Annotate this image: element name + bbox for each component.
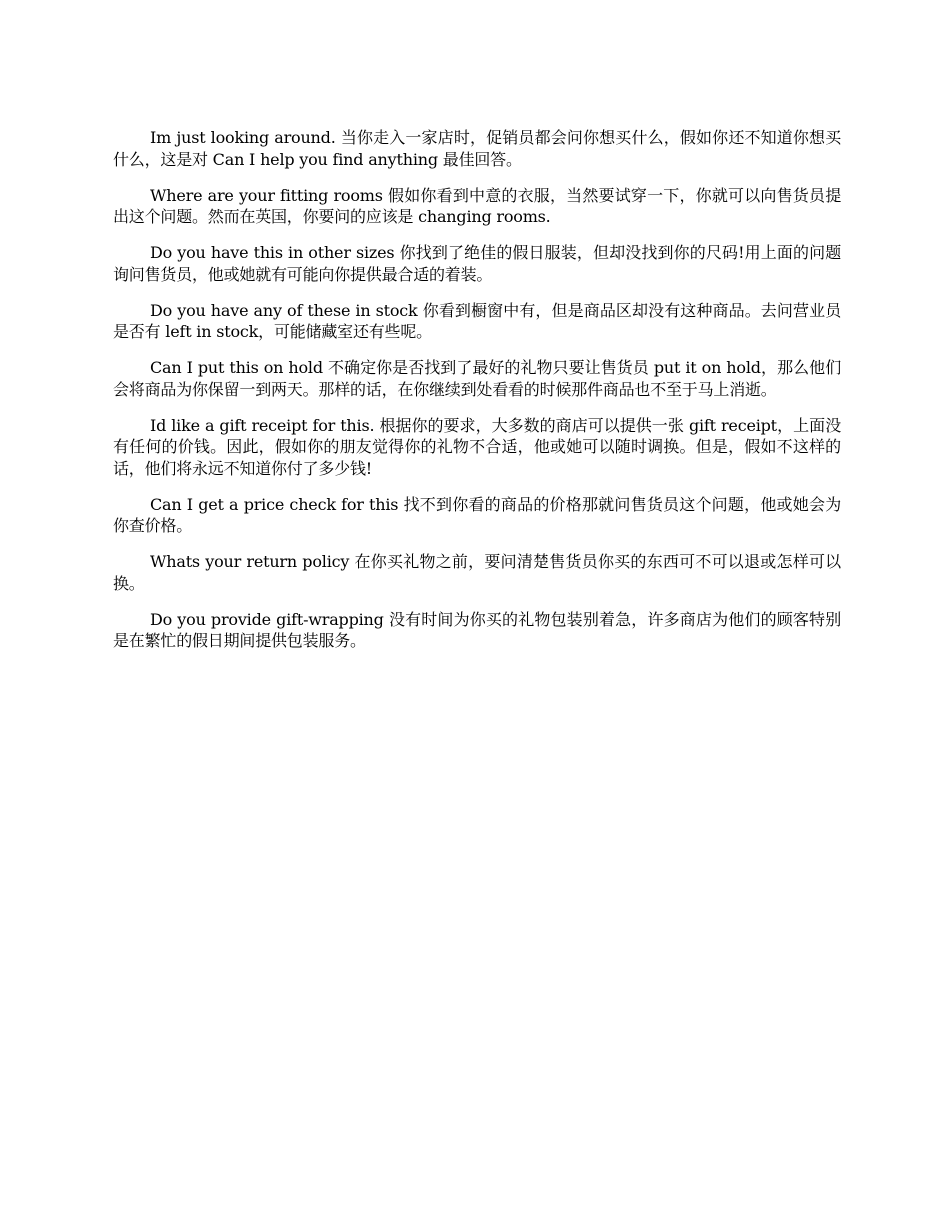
paragraph-gift-wrapping: Do you provide gift-wrapping 没有时间为你买的礼物包装别着急，许多商店为他们的顾客特别是在繁忙的假日期间提供包装服务。 bbox=[113, 609, 841, 650]
paragraph-price-check: Can I get a price check for this 找不到你看的商品的价格那就问售货员这个问题，他或她会为你查价格。 bbox=[113, 494, 841, 535]
paragraph-other-sizes: Do you have this in other sizes 你找到了绝佳的假日服装，但却没找到你的尺码!用上面的问题询问售货员，他或她就有可能向你提供最合适的着装。 bbox=[113, 243, 841, 284]
paragraph-gift-receipt: Id like a gift receipt for this. 根据你的要求，大多数的商店可以提供一张 gift receipt，上面没有任何的价钱。因此，假如你的朋友觉得你的礼物不合适，他或她可以随时调换。但是，假如不这样的话，他们将永远不知道你付了多少钱! bbox=[113, 415, 841, 478]
paragraph-looking-around: Im just looking around. 当你走入一家店时，促销员都会问你想买什么，假如你还不知道你想买什么，这是对 Can I help you find anything 最佳回答。 bbox=[113, 128, 841, 169]
paragraph-on-hold: Can I put this on hold 不确定你是否找到了最好的礼物只要让售货员 put it on hold，那么他们会将商品为你保留一到两天。那样的话，在你继续到处看看的时候那件商品也不至于马上消逝。 bbox=[113, 358, 841, 399]
paragraph-in-stock: Do you have any of these in stock 你看到橱窗中有，但是商品区却没有这种商品。去问营业员是否有 left in stock，可能储藏室还有些呢。 bbox=[113, 300, 841, 341]
document-body bbox=[113, 127, 841, 666]
paragraph-return-policy: Whats your return policy 在你买礼物之前，要问清楚售货员你买的东西可不可以退或怎样可以换。 bbox=[113, 552, 841, 593]
paragraph-fitting-rooms: Where are your fitting rooms 假如你看到中意的衣服，当然要试穿一下，你就可以向售货员提出这个问题。然而在英国，你要问的应该是 changing rooms. bbox=[113, 185, 841, 226]
